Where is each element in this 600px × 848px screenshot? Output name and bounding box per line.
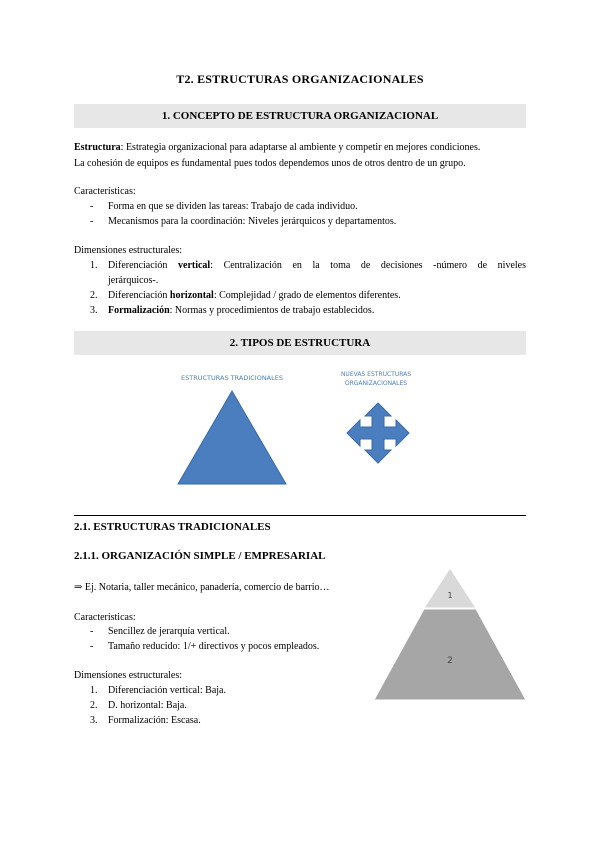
label-new-2: ORGANIZACIONALES <box>344 380 408 387</box>
triangle-shape <box>178 391 286 484</box>
pyramid-bottom-level <box>374 609 526 700</box>
dimensions-list <box>74 683 374 728</box>
dimensions-list <box>74 258 526 318</box>
features-list <box>74 624 374 654</box>
page-title: T2. ESTRUCTURAS ORGANIZACIONALES <box>176 72 424 86</box>
features-label: Características: <box>74 612 136 623</box>
pyramid-top-label: 1 <box>447 591 453 600</box>
pyramid-bottom-label: 2 <box>447 656 453 666</box>
list-item: 3. Formalización: Normas y procedimientos de trabajo establecidos. <box>90 305 375 316</box>
list-item-continued: jerárquicos-. <box>108 275 159 286</box>
pyramid-top-level <box>424 568 476 608</box>
dimensions-label: Dimensiones estructurales: <box>74 670 183 681</box>
definition-text-continued: La cohesión de equipos es fundamental pues todos dependemos unos de otros dentro de un grupo. <box>74 158 466 169</box>
subsection-heading: 2.1. ESTRUCTURAS TRADICIONALES <box>74 521 271 533</box>
list-item: 3. Formalización: Escasa. <box>90 715 201 726</box>
definition-term: Estructura <box>74 142 121 153</box>
subsubsection-heading: 2.1.1. ORGANIZACIÓN SIMPLE / EMPRESARIAL <box>74 550 326 562</box>
definition-text: : Estrategia organizacional para adaptarse al ambiente y competir en mejores condiciones. <box>120 142 481 153</box>
list-item: 1. Diferenciación vertical: Baja. <box>90 685 226 696</box>
label-traditional: ESTRUCTURAS TRADICIONALES <box>181 374 283 382</box>
features-label: Características: <box>74 186 136 197</box>
list-item: 1. Diferenciación vertical: Centralización en la toma de decisiones -número de niveles <box>90 260 526 271</box>
list-item: 2. D. horizontal: Baja. <box>90 700 187 711</box>
section-heading-band <box>74 104 526 128</box>
section-heading: 1. CONCEPTO DE ESTRUCTURA ORGANIZACIONAL <box>161 110 439 122</box>
list-item: - Mecanismos para la coordinación: Niveles jerárquicos y departamentos. <box>90 216 397 227</box>
dimensions-label: Dimensiones estructurales: <box>74 245 183 256</box>
label-new-1: NUEVAS ESTRUCTURAS <box>340 371 412 378</box>
features-list <box>74 199 526 229</box>
list-item: 2. Diferenciación horizontal: Complejidad / grado de elementos diferentes. <box>90 290 401 301</box>
definition-paragraph <box>74 140 534 172</box>
section-heading-band <box>74 331 526 355</box>
example-text: ⇒ Ej. Notaria, taller mecánico, panadería, comercio de barrio… <box>74 582 330 593</box>
structure-types-figure <box>170 366 440 491</box>
list-item: - Forma en que se dividen las tareas: Trabajo de cada individuo. <box>90 201 358 212</box>
four-way-arrow-shape <box>347 403 409 463</box>
horizontal-divider <box>74 515 526 516</box>
list-item: - Tamaño reducido: 1/+ directivos y pocos empleados. <box>90 641 320 652</box>
pyramid-diagram <box>370 566 530 706</box>
section-heading: 2. TIPOS DE ESTRUCTURA <box>229 337 371 349</box>
list-item: - Sencillez de jerarquía vertical. <box>90 626 230 637</box>
